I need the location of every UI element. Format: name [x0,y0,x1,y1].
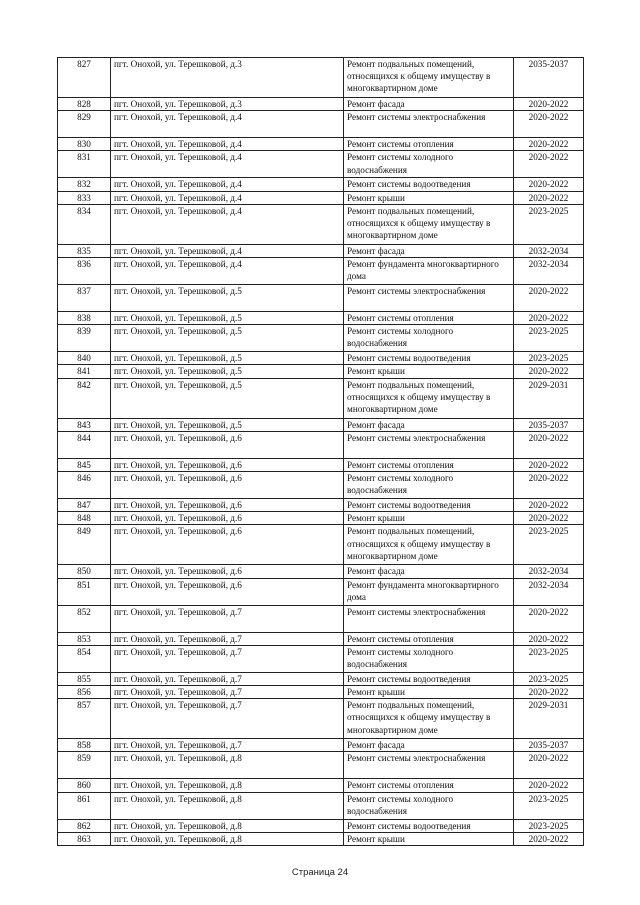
address-cell: пгт. Онохой, ул. Терешковой, д.5 [111,365,344,378]
work-type-cell: Ремонт крыши [344,832,514,845]
table-row [58,285,584,312]
address-cell: пгт. Онохой, ул. Терешковой, д.8 [111,819,344,832]
period-cell: 2035-2037 [514,739,584,752]
address-cell: пгт. Онохой, ул. Терешковой, д.5 [111,352,344,365]
address-cell: пгт. Онохой, ул. Терешковой, д.6 [111,431,344,458]
address-cell: пгт. Онохой, ул. Терешковой, д.7 [111,686,344,699]
period-cell: 2020-2022 [514,686,584,699]
row-number-cell: 828 [58,98,111,111]
period-cell: 2020-2022 [514,472,584,499]
table-row [58,138,584,151]
period-cell: 2032-2034 [514,258,584,285]
period-cell: 2020-2022 [514,285,584,312]
address-cell: пгт. Онохой, ул. Терешковой, д.5 [111,418,344,431]
address-cell: пгт. Онохой, ул. Терешковой, д.7 [111,699,344,739]
work-type-cell: Ремонт подвальных помещений, относящихся к общему имуществу в многоквартирном доме [344,378,514,418]
row-number-cell: 849 [58,525,111,565]
work-type-cell: Ремонт системы водоотведения [344,499,514,512]
row-number-cell: 834 [58,204,111,244]
work-type-cell: Ремонт подвальных помещений, относящихся к общему имуществу в многоквартирном доме [344,525,514,565]
work-type-cell: Ремонт подвальных помещений, относящихся к общему имуществу в многоквартирном доме [344,204,514,244]
period-cell: 2020-2022 [514,98,584,111]
table-row [58,98,584,111]
row-number-cell: 860 [58,779,111,792]
row-number-cell: 829 [58,111,111,138]
table-row [58,686,584,699]
row-number-cell: 847 [58,499,111,512]
table-row [58,378,584,418]
address-cell: пгт. Онохой, ул. Терешковой, д.8 [111,752,344,779]
table-row [58,832,584,845]
work-type-cell: Ремонт системы холодного водоснабжения [344,792,514,819]
address-cell: пгт. Онохой, ул. Терешковой, д.6 [111,525,344,565]
address-cell: пгт. Онохой, ул. Терешковой, д.7 [111,672,344,685]
period-cell: 2020-2022 [514,832,584,845]
row-number-cell: 844 [58,431,111,458]
address-cell: пгт. Онохой, ул. Терешковой, д.4 [111,191,344,204]
work-type-cell: Ремонт системы водоотведения [344,178,514,191]
table-row [58,58,584,98]
row-number-cell: 846 [58,472,111,499]
work-type-cell: Ремонт фасада [344,98,514,111]
table-row [58,472,584,499]
work-type-cell: Ремонт крыши [344,686,514,699]
work-type-cell: Ремонт системы отопления [344,312,514,325]
row-number-cell: 832 [58,178,111,191]
row-number-cell: 855 [58,672,111,685]
table-row [58,672,584,685]
table-row [58,645,584,672]
period-cell: 2032-2034 [514,565,584,578]
row-number-cell: 851 [58,578,111,605]
row-number-cell: 856 [58,686,111,699]
work-type-cell: Ремонт подвальных помещений, относящихся к общему имуществу в многоквартирном доме [344,699,514,739]
table-row [58,605,584,632]
address-cell: пгт. Онохой, ул. Терешковой, д.4 [111,258,344,285]
address-cell: пгт. Онохой, ул. Терешковой, д.4 [111,204,344,244]
table-row [58,739,584,752]
table-row [58,792,584,819]
row-number-cell: 830 [58,138,111,151]
address-cell: пгт. Онохой, ул. Терешковой, д.4 [111,151,344,178]
work-type-cell: Ремонт системы холодного водоснабжения [344,472,514,499]
table-row [58,151,584,178]
row-number-cell: 863 [58,832,111,845]
row-number-cell: 840 [58,352,111,365]
address-cell: пгт. Онохой, ул. Терешковой, д.5 [111,378,344,418]
row-number-cell: 857 [58,699,111,739]
period-cell: 2020-2022 [514,605,584,632]
work-type-cell: Ремонт фундамента многоквартирного дома [344,258,514,285]
work-type-cell: Ремонт системы электроснабжения [344,605,514,632]
period-cell: 2023-2025 [514,525,584,565]
row-number-cell: 859 [58,752,111,779]
work-type-cell: Ремонт системы отопления [344,632,514,645]
work-type-cell: Ремонт системы электроснабжения [344,431,514,458]
address-cell: пгт. Онохой, ул. Терешковой, д.6 [111,578,344,605]
work-type-cell: Ремонт крыши [344,191,514,204]
row-number-cell: 861 [58,792,111,819]
period-cell: 2029-2031 [514,699,584,739]
address-cell: пгт. Онохой, ул. Терешковой, д.5 [111,312,344,325]
table-row [58,578,584,605]
work-type-cell: Ремонт фасада [344,418,514,431]
period-cell: 2023-2025 [514,645,584,672]
period-cell: 2020-2022 [514,512,584,525]
period-cell: 2020-2022 [514,191,584,204]
table-row [58,204,584,244]
row-number-cell: 862 [58,819,111,832]
row-number-cell: 842 [58,378,111,418]
period-cell: 2032-2034 [514,244,584,257]
row-number-cell: 854 [58,645,111,672]
address-cell: пгт. Онохой, ул. Терешковой, д.8 [111,792,344,819]
table-row [58,191,584,204]
address-cell: пгт. Онохой, ул. Терешковой, д.4 [111,178,344,191]
table-row [58,258,584,285]
work-type-cell: Ремонт крыши [344,512,514,525]
period-cell: 2023-2025 [514,204,584,244]
address-cell: пгт. Онохой, ул. Терешковой, д.6 [111,512,344,525]
row-number-cell: 853 [58,632,111,645]
period-cell: 2020-2022 [514,111,584,138]
address-cell: пгт. Онохой, ул. Терешковой, д.7 [111,645,344,672]
row-number-cell: 833 [58,191,111,204]
work-type-cell: Ремонт фасада [344,244,514,257]
work-type-cell: Ремонт подвальных помещений, относящихся к общему имуществу в многоквартирном доме [344,58,514,98]
work-type-cell: Ремонт системы холодного водоснабжения [344,151,514,178]
table-row [58,325,584,352]
period-cell: 2035-2037 [514,58,584,98]
row-number-cell: 838 [58,312,111,325]
period-cell: 2023-2025 [514,672,584,685]
table-row [58,565,584,578]
address-cell: пгт. Онохой, ул. Терешковой, д.6 [111,565,344,578]
table-body [58,58,584,846]
period-cell: 2029-2031 [514,378,584,418]
table-row [58,819,584,832]
table-row [58,499,584,512]
address-cell: пгт. Онохой, ул. Терешковой, д.4 [111,138,344,151]
work-type-cell: Ремонт системы водоотведения [344,352,514,365]
row-number-cell: 827 [58,58,111,98]
period-cell: 2032-2034 [514,578,584,605]
work-type-cell: Ремонт фундамента многоквартирного дома [344,578,514,605]
row-number-cell: 835 [58,244,111,257]
period-cell: 2023-2025 [514,352,584,365]
work-type-cell: Ремонт системы отопления [344,138,514,151]
address-cell: пгт. Онохой, ул. Терешковой, д.5 [111,285,344,312]
period-cell: 2020-2022 [514,499,584,512]
work-type-cell: Ремонт системы холодного водоснабжения [344,645,514,672]
work-type-cell: Ремонт системы водоотведения [344,819,514,832]
work-type-cell: Ремонт системы отопления [344,779,514,792]
row-number-cell: 845 [58,458,111,471]
page-number: Страница 24 [291,867,349,878]
address-cell: пгт. Онохой, ул. Терешковой, д.8 [111,779,344,792]
period-cell: 2020-2022 [514,312,584,325]
work-type-cell: Ремонт фасада [344,565,514,578]
row-number-cell: 848 [58,512,111,525]
work-type-cell: Ремонт системы электроснабжения [344,752,514,779]
table-row [58,418,584,431]
address-cell: пгт. Онохой, ул. Терешковой, д.6 [111,458,344,471]
table-row [58,244,584,257]
table-row [58,312,584,325]
period-cell: 2020-2022 [514,365,584,378]
table-row [58,365,584,378]
table-row [58,699,584,739]
row-number-cell: 831 [58,151,111,178]
work-type-cell: Ремонт системы электроснабжения [344,285,514,312]
row-number-cell: 837 [58,285,111,312]
period-cell: 2020-2022 [514,779,584,792]
work-type-cell: Ремонт системы холодного водоснабжения [344,325,514,352]
address-cell: пгт. Онохой, ул. Терешковой, д.7 [111,739,344,752]
table-row [58,352,584,365]
address-cell: пгт. Онохой, ул. Терешковой, д.6 [111,499,344,512]
period-cell: 2020-2022 [514,752,584,779]
period-cell: 2023-2025 [514,792,584,819]
row-number-cell: 852 [58,605,111,632]
table-row [58,632,584,645]
work-type-cell: Ремонт фасада [344,739,514,752]
address-cell: пгт. Онохой, ул. Терешковой, д.8 [111,832,344,845]
period-cell: 2035-2037 [514,418,584,431]
row-number-cell: 858 [58,739,111,752]
period-cell: 2020-2022 [514,431,584,458]
table-row [58,111,584,138]
period-cell: 2020-2022 [514,151,584,178]
address-cell: пгт. Онохой, ул. Терешковой, д.3 [111,58,344,98]
row-number-cell: 839 [58,325,111,352]
row-number-cell: 850 [58,565,111,578]
period-cell: 2020-2022 [514,138,584,151]
address-cell: пгт. Онохой, ул. Терешковой, д.7 [111,632,344,645]
row-number-cell: 843 [58,418,111,431]
table-row [58,512,584,525]
work-type-cell: Ремонт системы отопления [344,458,514,471]
table-row [58,431,584,458]
repair-schedule-table [57,57,584,846]
period-cell: 2020-2022 [514,458,584,471]
period-cell: 2023-2025 [514,325,584,352]
address-cell: пгт. Онохой, ул. Терешковой, д.6 [111,472,344,499]
table-row [58,458,584,471]
work-type-cell: Ремонт системы электроснабжения [344,111,514,138]
row-number-cell: 836 [58,258,111,285]
table-row [58,779,584,792]
address-cell: пгт. Онохой, ул. Терешковой, д.5 [111,325,344,352]
work-type-cell: Ремонт крыши [344,365,514,378]
table-row [58,178,584,191]
period-cell: 2023-2025 [514,819,584,832]
period-cell: 2020-2022 [514,178,584,191]
table-row [58,752,584,779]
work-type-cell: Ремонт системы водоотведения [344,672,514,685]
period-cell: 2020-2022 [514,632,584,645]
address-cell: пгт. Онохой, ул. Терешковой, д.4 [111,244,344,257]
row-number-cell: 841 [58,365,111,378]
address-cell: пгт. Онохой, ул. Терешковой, д.7 [111,605,344,632]
address-cell: пгт. Онохой, ул. Терешковой, д.4 [111,111,344,138]
address-cell: пгт. Онохой, ул. Терешковой, д.3 [111,98,344,111]
table-row [58,525,584,565]
